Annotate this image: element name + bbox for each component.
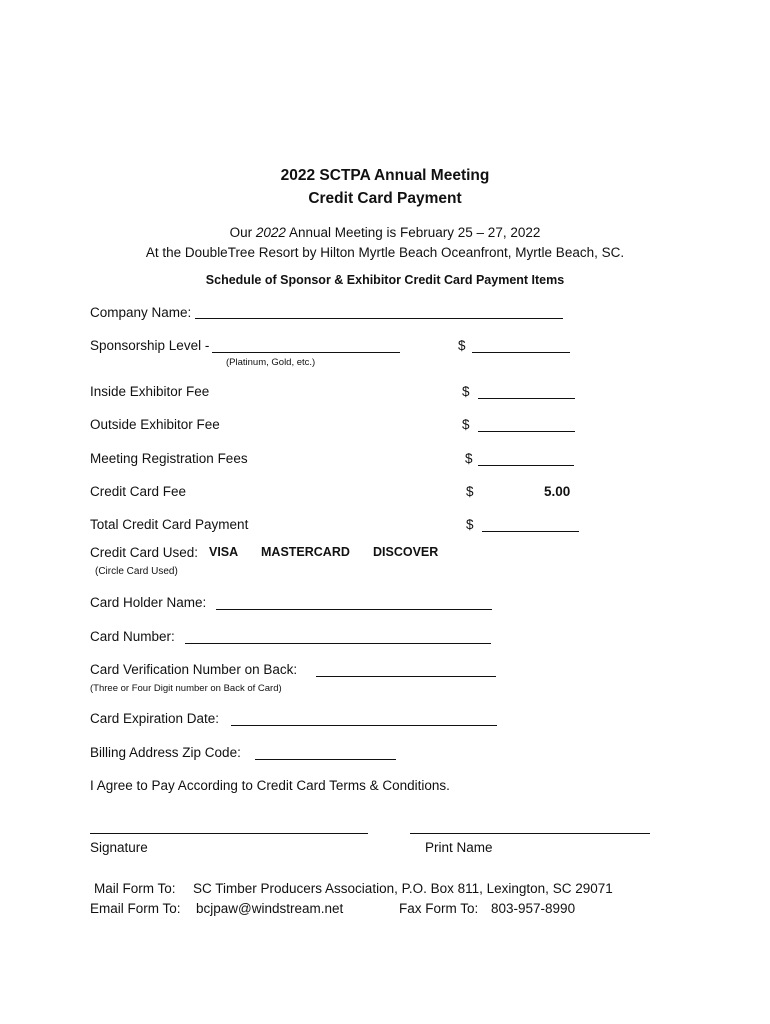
inside-fee-dollar-sign: $ xyxy=(462,384,470,399)
print-name-field[interactable] xyxy=(410,833,650,834)
inside-exhibitor-fee-field[interactable] xyxy=(478,398,575,399)
sponsorship-hint: (Platinum, Gold, etc.) xyxy=(226,357,316,368)
registration-fees-field[interactable] xyxy=(478,465,574,466)
mail-address: SC Timber Producers Association, P.O. Box 811, Lexington, SC 29071 xyxy=(193,881,613,896)
cvv-label: Card Verification Number on Back: xyxy=(90,662,298,677)
registration-fees-label: Meeting Registration Fees xyxy=(90,451,248,466)
card-holder-name-label: Card Holder Name: xyxy=(90,595,207,610)
card-used-hint: (Circle Card Used) xyxy=(95,566,178,577)
total-dollar-sign: $ xyxy=(466,517,474,532)
total-payment-field[interactable] xyxy=(482,531,579,532)
sponsorship-level-field[interactable] xyxy=(212,352,400,353)
signature-field[interactable] xyxy=(90,833,368,834)
intro-suffix: Annual Meeting is February 25 – 27, 2022 xyxy=(285,225,541,240)
email-label: Email Form To: xyxy=(90,901,181,916)
company-name-label: Company Name: xyxy=(90,305,192,320)
card-option-visa[interactable]: VISA xyxy=(209,545,239,559)
fax-label: Fax Form To: xyxy=(399,901,479,916)
billing-zip-field[interactable] xyxy=(255,759,396,760)
company-name-field[interactable] xyxy=(195,318,563,319)
total-payment-label: Total Credit Card Payment xyxy=(90,517,249,532)
card-used-label: Credit Card Used: xyxy=(90,545,199,560)
expiration-date-label: Card Expiration Date: xyxy=(90,711,220,726)
meeting-dates xyxy=(0,225,770,240)
sponsorship-level-label: Sponsorship Level - xyxy=(90,338,210,353)
outside-exhibitor-fee-label: Outside Exhibitor Fee xyxy=(90,417,220,432)
card-number-label: Card Number: xyxy=(90,629,175,644)
registration-dollar-sign: $ xyxy=(465,451,473,466)
outside-fee-dollar-sign: $ xyxy=(462,417,470,432)
card-number-field[interactable] xyxy=(185,643,491,644)
card-option-discover[interactable]: DISCOVER xyxy=(373,545,439,559)
card-option-mastercard[interactable]: MASTERCARD xyxy=(261,545,350,559)
intro-year: 2022 xyxy=(255,225,286,240)
form-title: 2022 SCTPA Annual Meeting xyxy=(280,167,490,184)
card-fee-dollar-sign: $ xyxy=(466,484,474,499)
credit-card-fee-amount: 5.00 xyxy=(544,484,571,499)
billing-zip-label: Billing Address Zip Code: xyxy=(90,745,241,760)
signature-label: Signature xyxy=(90,840,148,855)
fax-number: 803-957-8990 xyxy=(491,901,576,916)
meeting-location: At the DoubleTree Resort by Hilton Myrtle Beach Oceanfront, Myrtle Beach, SC. xyxy=(145,245,625,260)
outside-exhibitor-fee-field[interactable] xyxy=(478,431,575,432)
form-subtitle: Credit Card Payment xyxy=(308,190,462,207)
sponsorship-amount-field[interactable] xyxy=(472,352,570,353)
expiration-date-field[interactable] xyxy=(231,725,497,726)
schedule-heading: Schedule of Sponsor & Exhibitor Credit Card Payment Items xyxy=(205,273,565,287)
sponsorship-dollar-sign: $ xyxy=(458,338,466,353)
print-name-label: Print Name xyxy=(425,840,493,855)
agreement-text: I Agree to Pay According to Credit Card Terms & Conditions. xyxy=(90,778,450,793)
mail-label: Mail Form To: xyxy=(94,881,176,896)
intro-prefix: Our xyxy=(229,225,256,240)
credit-card-fee-label: Credit Card Fee xyxy=(90,484,187,499)
inside-exhibitor-fee-label: Inside Exhibitor Fee xyxy=(90,384,210,399)
card-holder-name-field[interactable] xyxy=(216,609,492,610)
cvv-field[interactable] xyxy=(316,676,496,677)
email-address[interactable]: bcjpaw@windstream.net xyxy=(196,901,344,916)
cvv-hint: (Three or Four Digit number on Back of Card) xyxy=(90,683,282,694)
